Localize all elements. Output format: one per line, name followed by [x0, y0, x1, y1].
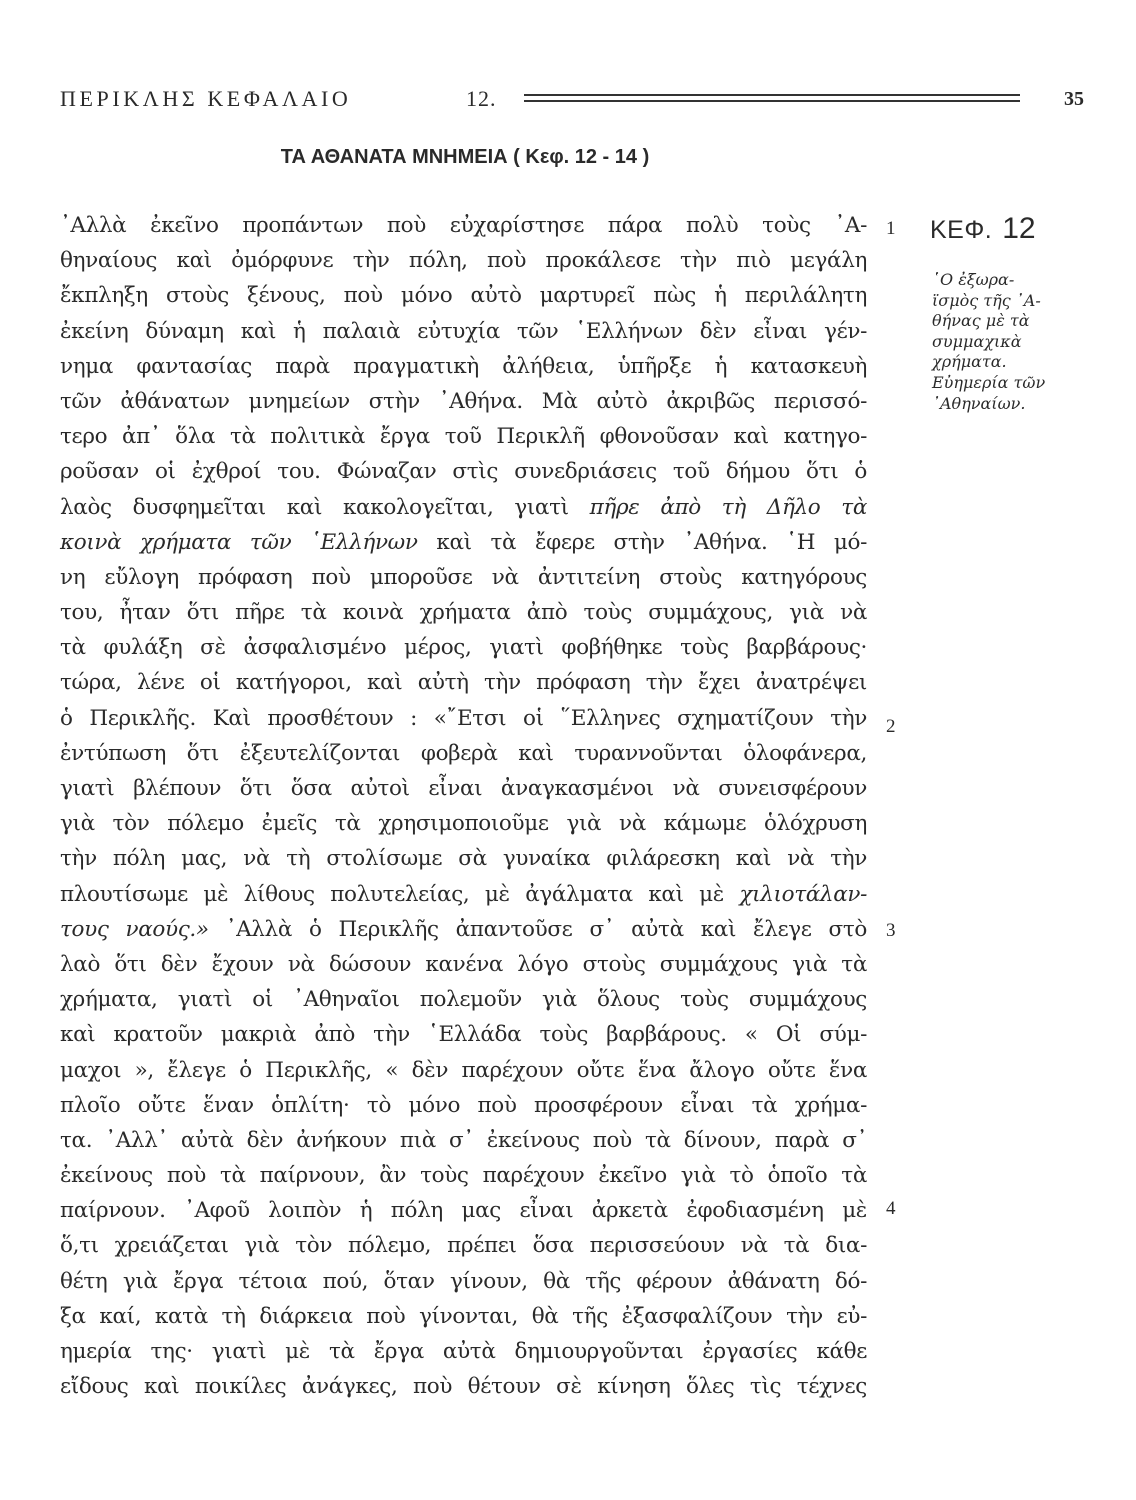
body-line: τῶν ἀθάνατων μνημείων στὴν ᾿Αθήνα. Μὰ αὐτὸ ἀκριβῶς περισσό- — [60, 388, 867, 414]
body-line: μαχοι », ἔλεγε ὁ Περικλῆς, « δὲν παρέχουν οὔτε ἕνα ἄλογο οὔτε ἕνα — [60, 1057, 867, 1083]
body-line-part: λαὸς δυσφημεῖται καὶ κακολογεῖται, γιατὶ — [60, 494, 569, 520]
body-line — [60, 525, 867, 560]
paragraph-number: 4 — [886, 1198, 896, 1219]
body-line: νημα φαντασίας παρὰ πραγματικὴ ἀλήθεια, ὑπῆρξε ἡ κατασκευὴ — [60, 353, 867, 379]
body-line: λαὸ ὅτι δὲν ἔχουν νὰ δώσουν κανένα λόγο στοὺς συμμάχους γιὰ τὰ — [60, 951, 867, 977]
body-line-italic: χιλιοτάλαν- — [739, 881, 868, 907]
margin-note-line: ᾿Αθηναίων. — [932, 393, 1026, 413]
body-line: τὰ φυλάξη σὲ ἀσφαλισμένο μέρος, γιατὶ φοβήθηκε τοὺς βαρβάρους· — [60, 635, 867, 661]
margin-chapter-heading — [930, 212, 1036, 246]
body-line: ᾿Αλλὰ ἐκεῖνο προπάντων ποὺ εὐχαρίστησε πάρα πολὺ τοὺς ᾿Α- — [60, 213, 867, 238]
body-line: ημερία της· γιατὶ μὲ τὰ ἔργα αὐτὰ δημιουργοῦνται ἐργασίες κάθε — [60, 1339, 867, 1364]
header-rule-bottom — [524, 100, 1020, 102]
body-line: καὶ κρατοῦν μακριὰ ἀπὸ τὴν ῾Ελλάδα τοὺς βαρβάρους. « Οἱ σύμ- — [60, 1022, 867, 1048]
body-line: τα. ᾿Αλλ᾿ αὐτὰ δὲν ἀνήκουν πιὰ σ᾿ ἐκείνους ποὺ τὰ δίνουν, παρὰ σ᾿ — [60, 1127, 867, 1153]
body-line — [60, 490, 867, 525]
header-chapter-number: 12. — [466, 86, 497, 111]
body-line — [60, 877, 867, 912]
body-line-italic: πῆρε ἀπὸ τὴ Δῆλο τὰ — [589, 494, 867, 520]
body-line: παίρνουν. ᾿Αφοῦ λοιπὸν ἡ πόλη μας εἶναι ἀρκετὰ ἐφοδιασμένη μὲ — [60, 1198, 867, 1224]
margin-note-line: ϊσμὸς τῆς ᾿Α- — [932, 290, 1041, 310]
body-line: νη εὔλογη πρόφαση ποὺ μποροῦσε νὰ ἀντιτείνη στοὺς κατηγόρους — [60, 564, 867, 590]
body-line: ροῦσαν οἱ ἐχθροί του. Φώναζαν στὶς συνεδριάσεις τοῦ δήμου ὅτι ὁ — [60, 459, 867, 485]
body-text — [60, 208, 867, 1404]
body-line: ἔκπληξη στοὺς ξένους, ποὺ μόνο αὐτὸ μαρτυρεῖ πὼς ἡ περιλάλητη — [60, 283, 867, 309]
margin-chapter-number: 12 — [1002, 212, 1036, 245]
body-line: ἐκείνη δύναμη καὶ ἡ παλαιὰ εὐτυχία τῶν ῾Ελλήνων δὲν εἶναι γέν- — [60, 318, 867, 344]
header-rule-top — [524, 94, 1020, 96]
page-number: 35 — [1064, 88, 1084, 110]
margin-summary-note — [932, 270, 1072, 414]
paragraph-number: 2 — [886, 716, 896, 737]
body-line: ἐντύπωση ὅτι ἐξευτελίζονται φοβερὰ καὶ τυραννοῦνται ὁλοφάνερα, — [60, 740, 867, 766]
body-line: τὴν πόλη μας, νὰ τὴ στολίσωμε σὰ γυναίκα φιλάρεσκη καὶ νὰ τὴν — [60, 846, 867, 872]
body-line: γιὰ τὸν πόλεμο ἐμεῖς τὰ χρησιμοποιοῦμε γιὰ νὰ κάμωμε ὁλόχρυση — [60, 811, 867, 837]
body-line-part: πλουτίσωμε μὲ λίθους πολυτελείας, μὲ ἀγάλματα καὶ μὲ — [60, 881, 724, 907]
body-line-italic: τους ναούς.» — [60, 916, 209, 942]
body-line: πλοῖο οὔτε ἕναν ὁπλίτη· τὸ μόνο ποὺ προσφέρουν εἶναι τὰ χρήμα- — [60, 1092, 867, 1118]
body-line-part: καὶ τὰ ἔφερε στὴν ᾿Αθήνα. ῾Η μό- — [436, 529, 868, 555]
page-header — [60, 86, 1086, 116]
body-line: χρήματα, γιατὶ οἱ ᾿Αθηναῖοι πολεμοῦν γιὰ ὅλους τοὺς συμμάχους — [60, 987, 867, 1013]
body-line: τώρα, λένε οἱ κατήγοροι, καὶ αὐτὴ τὴν πρόφαση τὴν ἔχει ἀνατρέψει — [60, 670, 867, 696]
margin-note-line: θήνας μὲ τὰ — [932, 311, 1030, 331]
margin-note-line: χρήματα. — [932, 352, 1007, 372]
body-line-part: ᾿Αλλὰ ὁ Περικλῆς ἀπαντοῦσε σ᾿ αὐτὰ καὶ ἔλεγε στὸ — [225, 916, 868, 942]
section-title: ΤΑ ΑΘΑΝΑΤΑ ΜΝΗΜΕΙΑ ( Κεφ. 12 - 14 ) — [280, 146, 650, 168]
body-line: θέτη γιὰ ἔργα τέτοια πού, ὅταν γίνουν, θὰ τῆς φέρουν ἀθάνατη δό- — [60, 1268, 867, 1294]
margin-note-line: Εὐημερία τῶν — [932, 372, 1046, 392]
body-line: ξα καί, κατὰ τὴ διάρκεια ποὺ γίνονται, θὰ τῆς ἐξασφαλίζουν τὴν εὐ- — [60, 1303, 867, 1329]
margin-note-line: ῾Ο ἐξωρα- — [932, 270, 1015, 289]
body-line-italic: κοινὰ χρήματα τῶν ῾Ελλήνων — [60, 529, 418, 555]
body-line: ἐκείνους ποὺ τὰ παίρνουν, ἂν τοὺς παρέχουν ἐκεῖνο γιὰ τὸ ὁποῖο τὰ — [60, 1163, 867, 1189]
paragraph-number: 1 — [886, 218, 896, 239]
margin-note-line: συμμαχικὰ — [932, 331, 1022, 351]
body-line: εἴδους καὶ ποικίλες ἀνάγκες, ποὺ θέτουν σὲ κίνηση ὅλες τὶς τέχνες — [60, 1374, 867, 1400]
body-line: ὁ Περικλῆς. Καὶ προσθέτουν : «῎Ετσι οἱ ῞Ελληνες σχηματίζουν τὴν — [60, 705, 867, 731]
body-line: ὅ,τι χρειάζεται γιὰ τὸν πόλεμο, πρέπει ὅσα περισσεύουν νὰ τὰ δια- — [60, 1233, 867, 1259]
paragraph-number: 3 — [886, 920, 896, 941]
body-line: γιατὶ βλέπουν ὅτι ὅσα αὐτοὶ εἶναι ἀναγκασμένοι νὰ συνεισφέρουν — [60, 776, 867, 801]
body-line: τερο ἀπ᾿ ὅλα τὰ πολιτικὰ ἔργα τοῦ Περικλῆ φθονοῦσαν καὶ κατηγο- — [60, 424, 867, 450]
margin-chapter-label: ΚΕΦ. — [930, 216, 993, 244]
body-line — [60, 912, 867, 947]
running-title: ΠΕΡΙΚΛΗΣ ΚΕΦΑΛΑΙΟ — [60, 86, 352, 111]
body-line: του, ἦταν ὅτι πῆρε τὰ κοινὰ χρήματα ἀπὸ τοὺς συμμάχους, γιὰ νὰ — [60, 600, 867, 626]
body-line: θηναίους καὶ ὀμόρφυνε τὴν πόλη, ποὺ προκάλεσε τὴν πιὸ μεγάλη — [60, 248, 867, 274]
